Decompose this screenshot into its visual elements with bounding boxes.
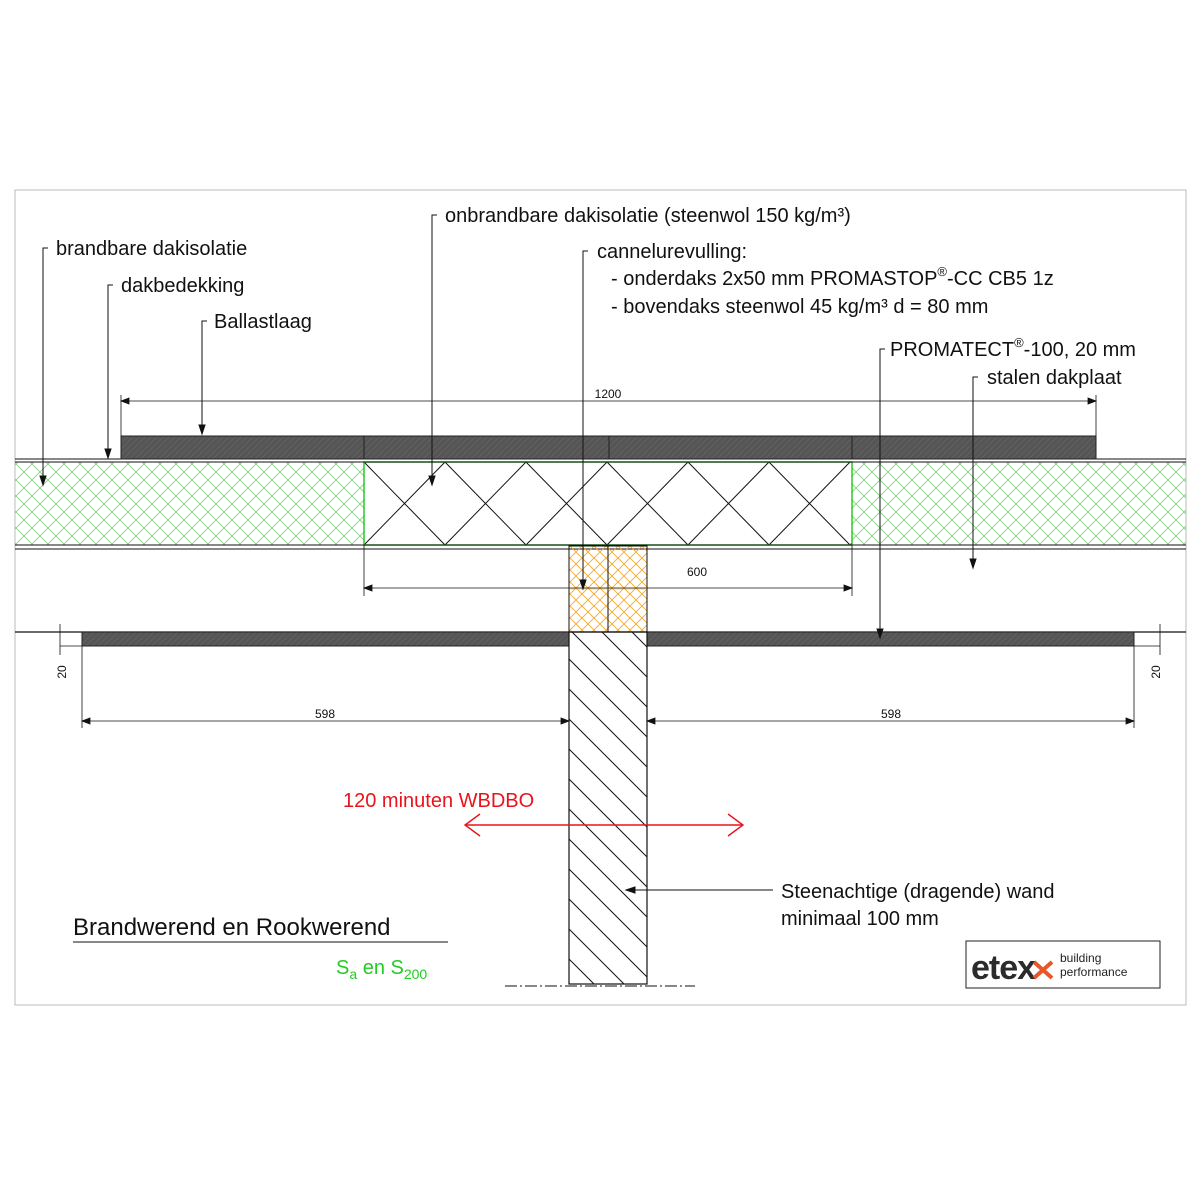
label-wall-line1: Steenachtige (dragende) wand	[781, 881, 1055, 903]
promatect-board-left	[82, 632, 569, 646]
label-cannelure-title: cannelurevulling:	[597, 241, 748, 263]
dim-600: 600	[686, 565, 708, 579]
dim-20-right: 20	[1149, 665, 1163, 679]
label-combustible-insulation: brandbare dakisolatie	[56, 238, 248, 260]
label-cannelure-line2: - bovendaks steenwol 45 kg/m³ d = 80 mm	[611, 296, 989, 318]
dim-598-right: 598	[880, 707, 902, 721]
label-ballast-layer: Ballastlaag	[214, 311, 312, 333]
classification-label: $S_a$ en $S_{200}$	[336, 957, 428, 982]
stonewool-insulation	[283, 462, 931, 545]
label-promatect: PROMATECT®-100, 20 mm	[890, 335, 1136, 361]
ballast-layer	[121, 436, 1096, 459]
combustible-insulation-right	[852, 462, 1186, 545]
dim-20-left: 20	[55, 665, 69, 679]
combustible-insulation-left	[15, 462, 364, 545]
etex-logo	[966, 941, 1160, 988]
masonry-wall	[569, 632, 647, 984]
promatect-board-right	[647, 632, 1134, 646]
label-noncombustible-insulation: onbrandbare dakisolatie (steenwol 150 kg/m³)	[445, 205, 851, 227]
dim-598-left: 598	[314, 707, 336, 721]
logo-line1: building	[1060, 951, 1102, 965]
logo-line2: performance	[1060, 965, 1128, 979]
drawing-title: Brandwerend en Rookwerend	[73, 914, 391, 941]
label-wbdbo: 120 minuten WBDBO	[343, 790, 535, 812]
logo-wordmark: etex	[971, 949, 1036, 987]
label-steel-deck: stalen dakplaat	[987, 367, 1122, 389]
label-cannelure-line1: - onderdaks 2x50 mm PROMASTOP®-CC CB5 1z	[611, 264, 1054, 290]
dim-1200: 1200	[594, 387, 622, 401]
label-wall-line2: minimaal 100 mm	[781, 908, 939, 930]
label-roof-covering: dakbedekking	[121, 275, 245, 297]
